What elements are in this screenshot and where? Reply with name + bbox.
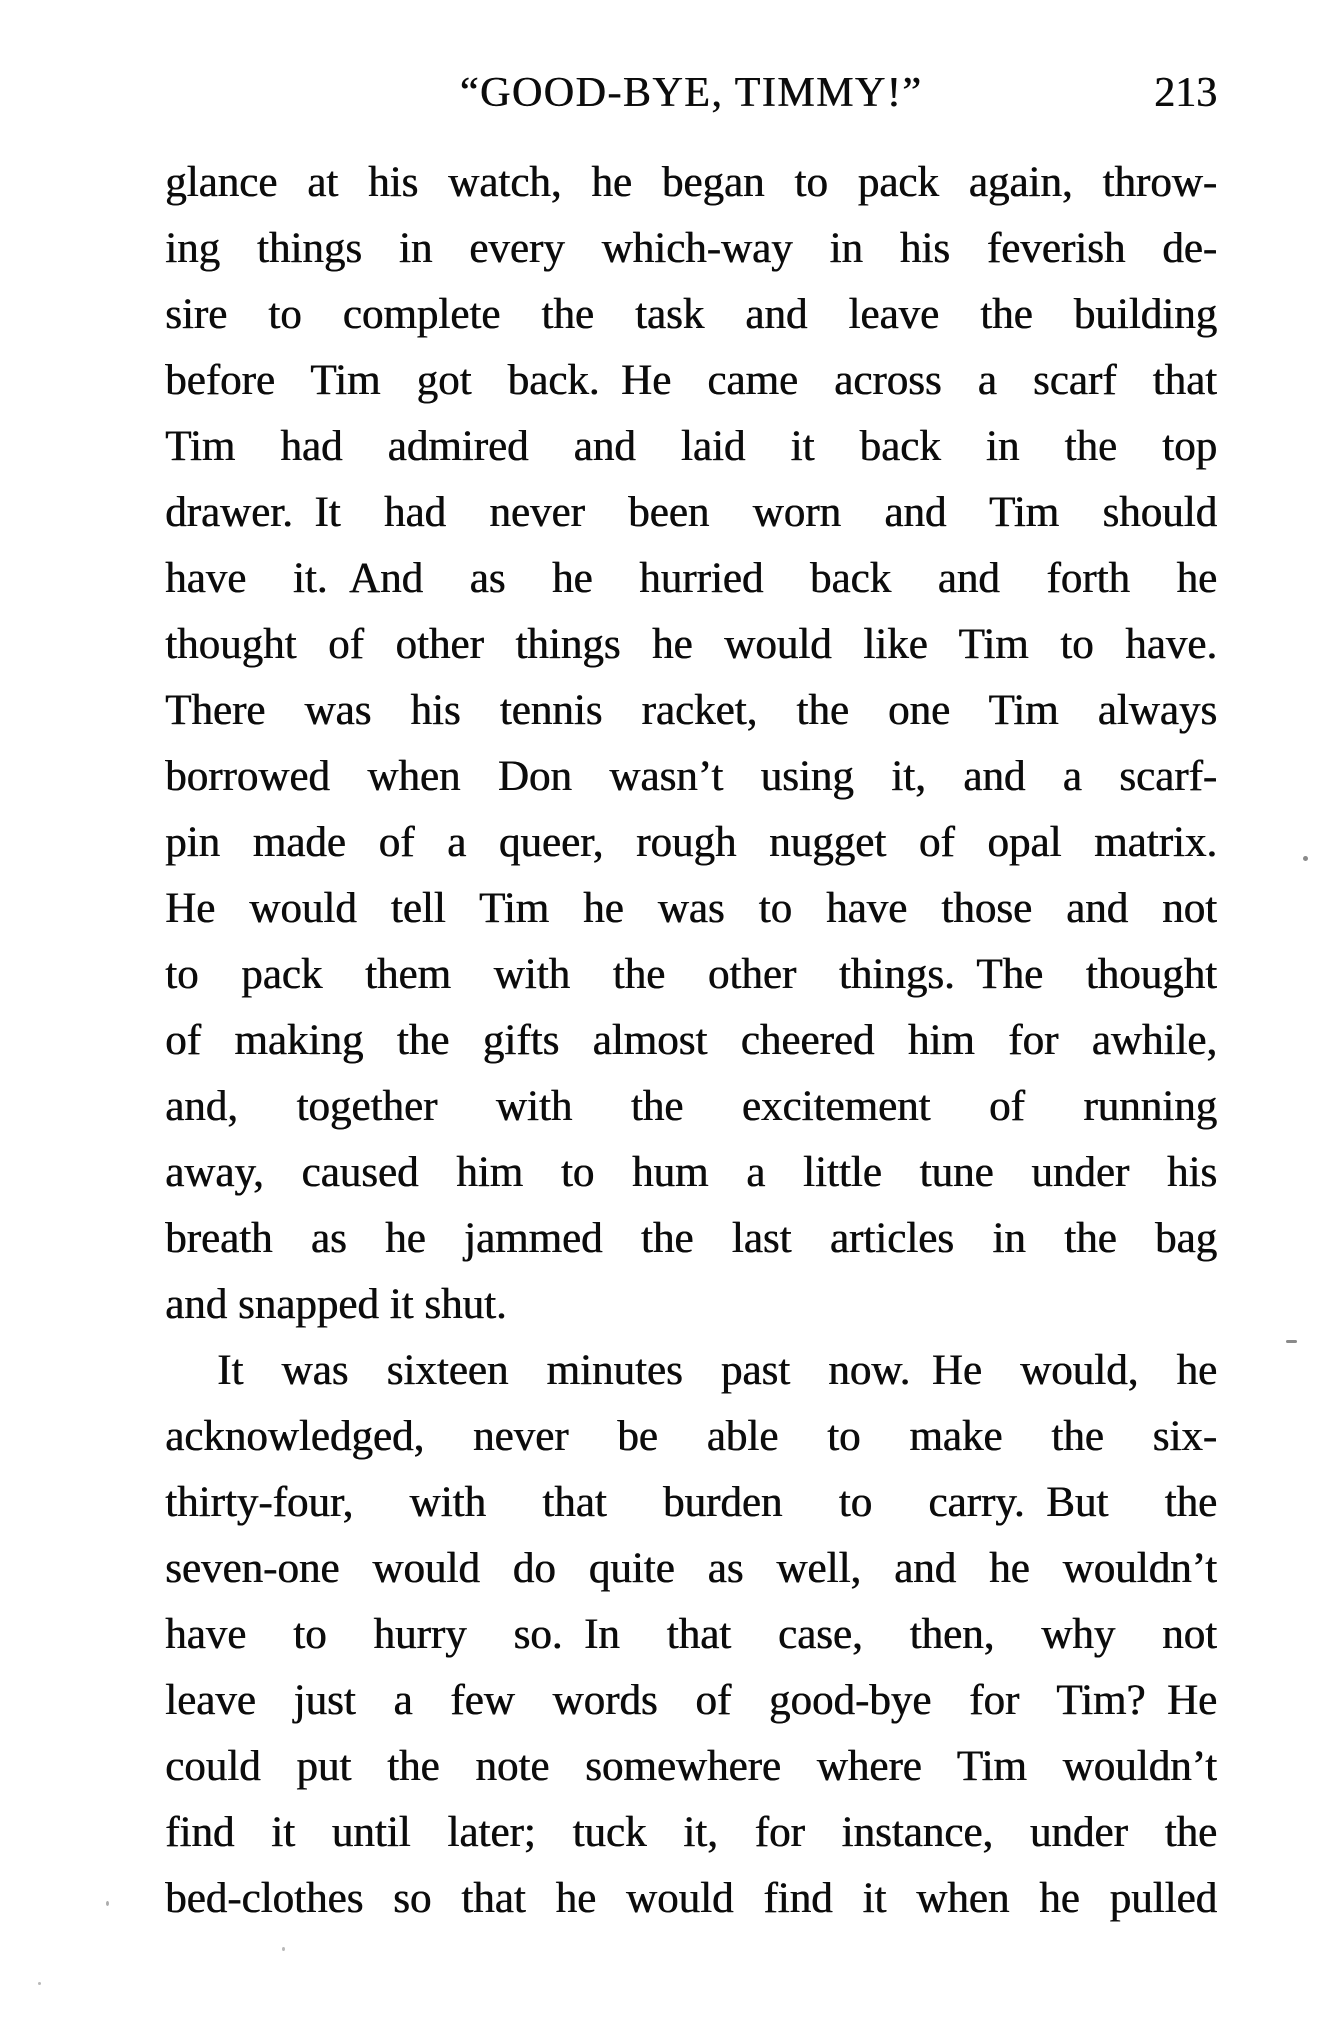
text-line: thought of other things he would like Tim to have. [165,621,1217,668]
text-line: breath as he jammed the last articles in the bag [165,1215,1217,1262]
text-line: He would tell Tim he was to have those and not [165,885,1217,932]
text-line: before Tim got back. He came across a scarf that [165,357,1217,404]
text-line: There was his tennis racket, the one Tim always [165,687,1217,734]
text-line: glance at his watch, he began to pack again, throw- [165,159,1217,206]
paragraph [165,150,1217,1338]
text-line: find it until later; tuck it, for instance, under the [165,1809,1217,1856]
text-line: and snapped it shut. [165,1281,507,1328]
text-line: have it. And as he hurried back and forth he [165,555,1217,602]
text-line: ing things in every which-way in his feverish de- [165,225,1217,272]
text-line: It was sixteen minutes past now. He would, he [217,1347,1217,1394]
scan-speck [1303,856,1308,861]
scan-speck [106,1901,109,1906]
text-line: to pack them with the other things. The thought [165,951,1217,998]
text-line: leave just a few words of good-bye for Tim? He [165,1677,1217,1724]
scan-speck [38,1982,41,1985]
text-line: bed-clothes so that he would find it when he pulled [165,1875,1217,1922]
text-line: and, together with the excitement of running [165,1083,1217,1130]
text-line: thirty-four, with that burden to carry. But the [165,1479,1217,1526]
scan-speck [1286,1340,1297,1343]
page-number: 213 [1154,70,1217,116]
text-line: seven-one would do quite as well, and he wouldn’t [165,1545,1217,1592]
text-line: away, caused him to hum a little tune under his [165,1149,1217,1196]
text-line: sire to complete the task and leave the building [165,291,1217,338]
chapter-title: “GOOD-BYE, TIMMY!” [459,70,923,116]
paragraph [165,1338,1217,1932]
text-line: pin made of a queer, rough nugget of opal matrix. [165,819,1217,866]
text-line: acknowledged, never be able to make the six- [165,1413,1217,1460]
text-line: of making the gifts almost cheered him for awhile, [165,1017,1217,1064]
body-text [165,150,1217,1932]
text-line: could put the note somewhere where Tim wouldn’t [165,1743,1217,1790]
text-line: have to hurry so. In that case, then, why not [165,1611,1217,1658]
text-line: drawer. It had never been worn and Tim should [165,489,1217,536]
text-line: borrowed when Don wasn’t using it, and a scarf- [165,753,1217,800]
running-head [165,68,1217,118]
scan-speck [282,1947,285,1951]
text-line: Tim had admired and laid it back in the top [165,423,1217,470]
